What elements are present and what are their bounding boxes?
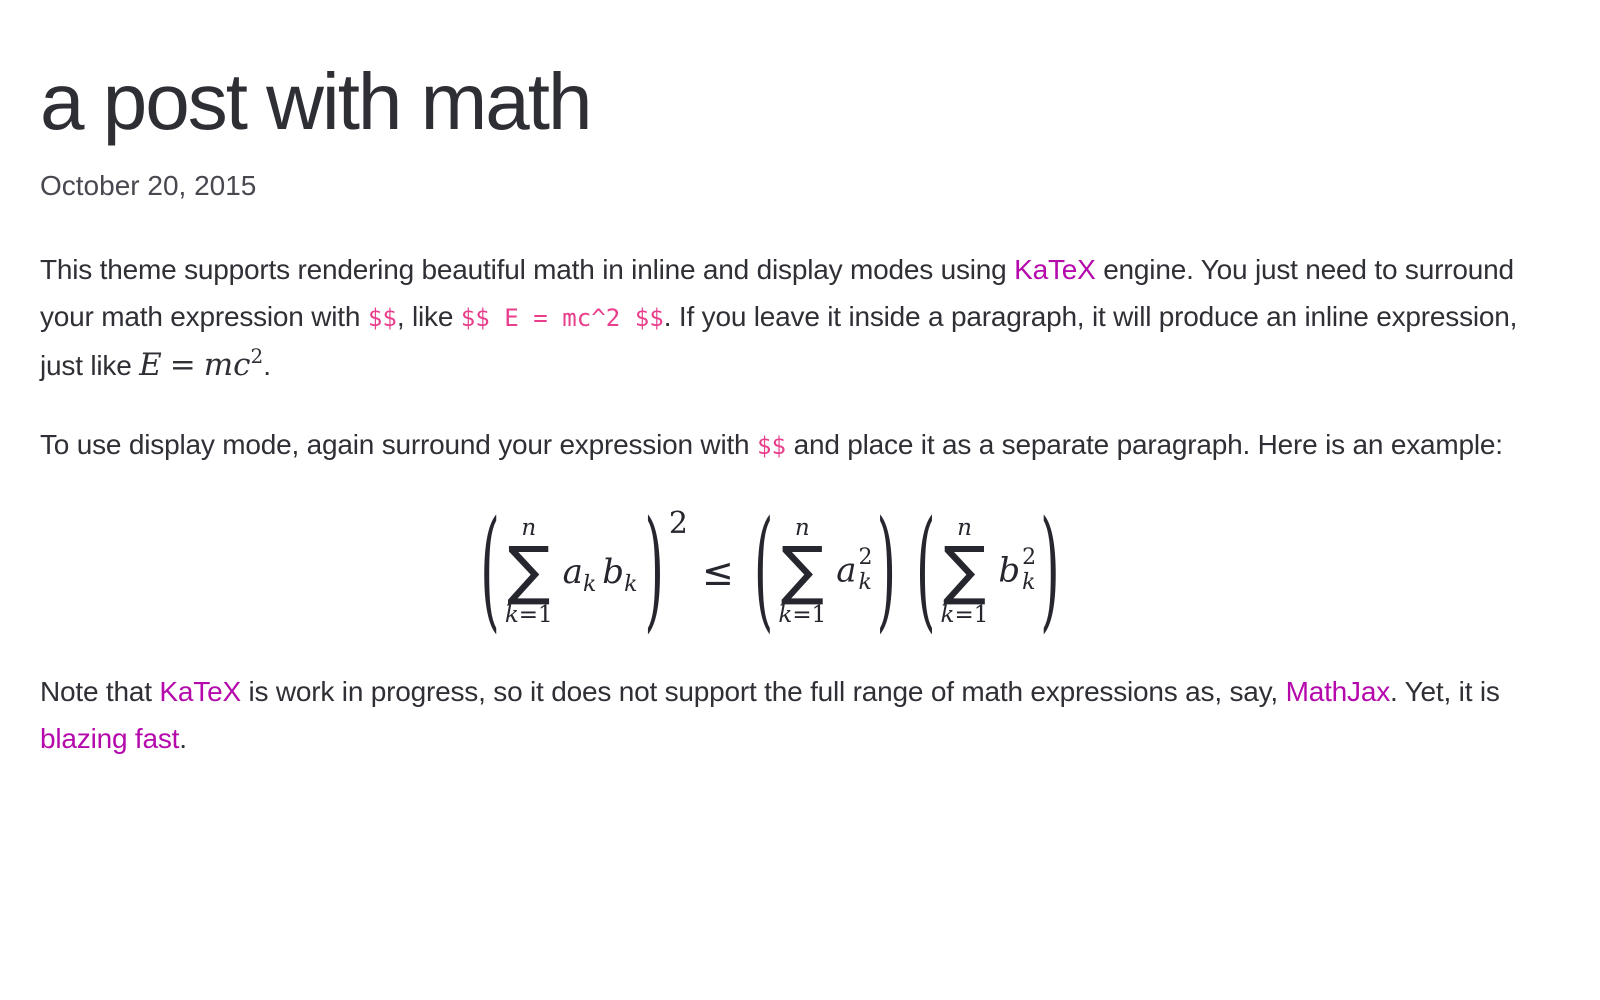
text-run: . If you leave it inside a paragraph, it will produce an inline expression, just like (40, 301, 1518, 382)
inline-math-emc2 (139, 344, 264, 384)
math-value-1: 1 (811, 602, 827, 629)
text-run: engine. You just need to surround your math expression with (40, 254, 1514, 333)
post-date: October 20, 2015 (40, 170, 257, 201)
summation-lower-limit (505, 604, 553, 627)
display-math-cauchy-schwarz (40, 493, 1500, 646)
code-dollar-signs: $$ (367, 304, 397, 333)
math-var-k: k (504, 602, 519, 629)
paragraph-intro (40, 246, 1530, 389)
math-value-1: 1 (538, 602, 553, 629)
left-paren: ( (480, 493, 500, 646)
paragraph-display-mode (40, 421, 1530, 470)
math-var-a: a (836, 550, 857, 591)
link-katex[interactable]: KaTeX (1014, 254, 1096, 286)
text-run: To use display mode, again surround your expression with (40, 429, 757, 461)
math-equals-sign: = (792, 602, 812, 629)
math-equals-sign: = (518, 602, 539, 629)
summation-upper-limit: n (794, 515, 810, 542)
summation-symbol: ∑ (507, 534, 551, 609)
right-paren: ) (876, 493, 897, 646)
right-paren: ) (1040, 493, 1060, 646)
text-run: This theme supports rendering beautiful math in inline and display modes using (40, 254, 1015, 286)
math-group-ab-squared (478, 493, 689, 646)
math-sub-k: k (582, 572, 597, 598)
summation-symbol: ∑ (942, 534, 987, 609)
text-run: , like (396, 301, 461, 333)
math-sub-k: k (624, 572, 638, 598)
summand-ak2 (836, 544, 873, 596)
code-dollar-signs: $$ (757, 432, 786, 461)
text-run: . (179, 723, 187, 755)
math-exponent-2: 2 (1022, 544, 1037, 570)
text-run: . (263, 350, 271, 382)
summation-upper-limit: n (957, 515, 972, 542)
math-var-k: k (778, 602, 793, 629)
summation (778, 517, 826, 627)
summation (505, 517, 553, 627)
text-run: Note that (40, 676, 160, 708)
math-var-mc: mc (203, 347, 251, 384)
text-run: is work in progress, so it does not support the full range of math expressions as, say, (240, 676, 1286, 708)
math-var-b: b (998, 550, 1021, 591)
math-sub-k: k (858, 569, 872, 595)
summand-akbk (562, 552, 641, 598)
summation-lower-limit (941, 604, 989, 627)
math-exponent-2: 2 (668, 506, 689, 542)
math-var-k: k (940, 602, 955, 629)
link-blazing-fast[interactable]: blazing fast (40, 723, 180, 755)
summation-lower-limit (778, 604, 826, 627)
math-var-a: a (562, 552, 583, 593)
math-var-b: b (602, 552, 625, 593)
left-paren: ( (753, 493, 774, 646)
math-exponent-2: 2 (858, 544, 873, 570)
summation-symbol: ∑ (780, 534, 824, 609)
math-var-E: E (139, 347, 162, 384)
math-value-1: 1 (973, 602, 989, 629)
math-group-b-squared (914, 493, 1062, 646)
code-emc2-example: $$ E = mc^2 $$ (460, 304, 664, 333)
math-equals-sign: = (954, 602, 974, 629)
right-paren: ) (644, 493, 664, 646)
summation (941, 517, 989, 627)
math-supsub (858, 544, 873, 595)
math-sub-k: k (1022, 569, 1036, 595)
link-mathjax[interactable]: MathJax (1285, 676, 1390, 708)
math-exponent: 2 (250, 344, 264, 369)
math-supsub (1022, 544, 1037, 595)
math-group-a-squared (752, 493, 898, 646)
paragraph-note (40, 668, 1530, 762)
math-equals-sign: = (169, 347, 196, 384)
less-than-or-equal-sign: ≤ (702, 550, 734, 595)
text-run: and place it as a separate paragraph. Here is an example: (786, 429, 1503, 461)
summand-bk2 (998, 544, 1037, 596)
link-katex[interactable]: KaTeX (159, 676, 241, 708)
summation-upper-limit: n (521, 515, 537, 542)
post-title: a post with math (40, 57, 591, 146)
text-run: . Yet, it is (1390, 676, 1500, 708)
left-paren: ( (916, 493, 936, 646)
